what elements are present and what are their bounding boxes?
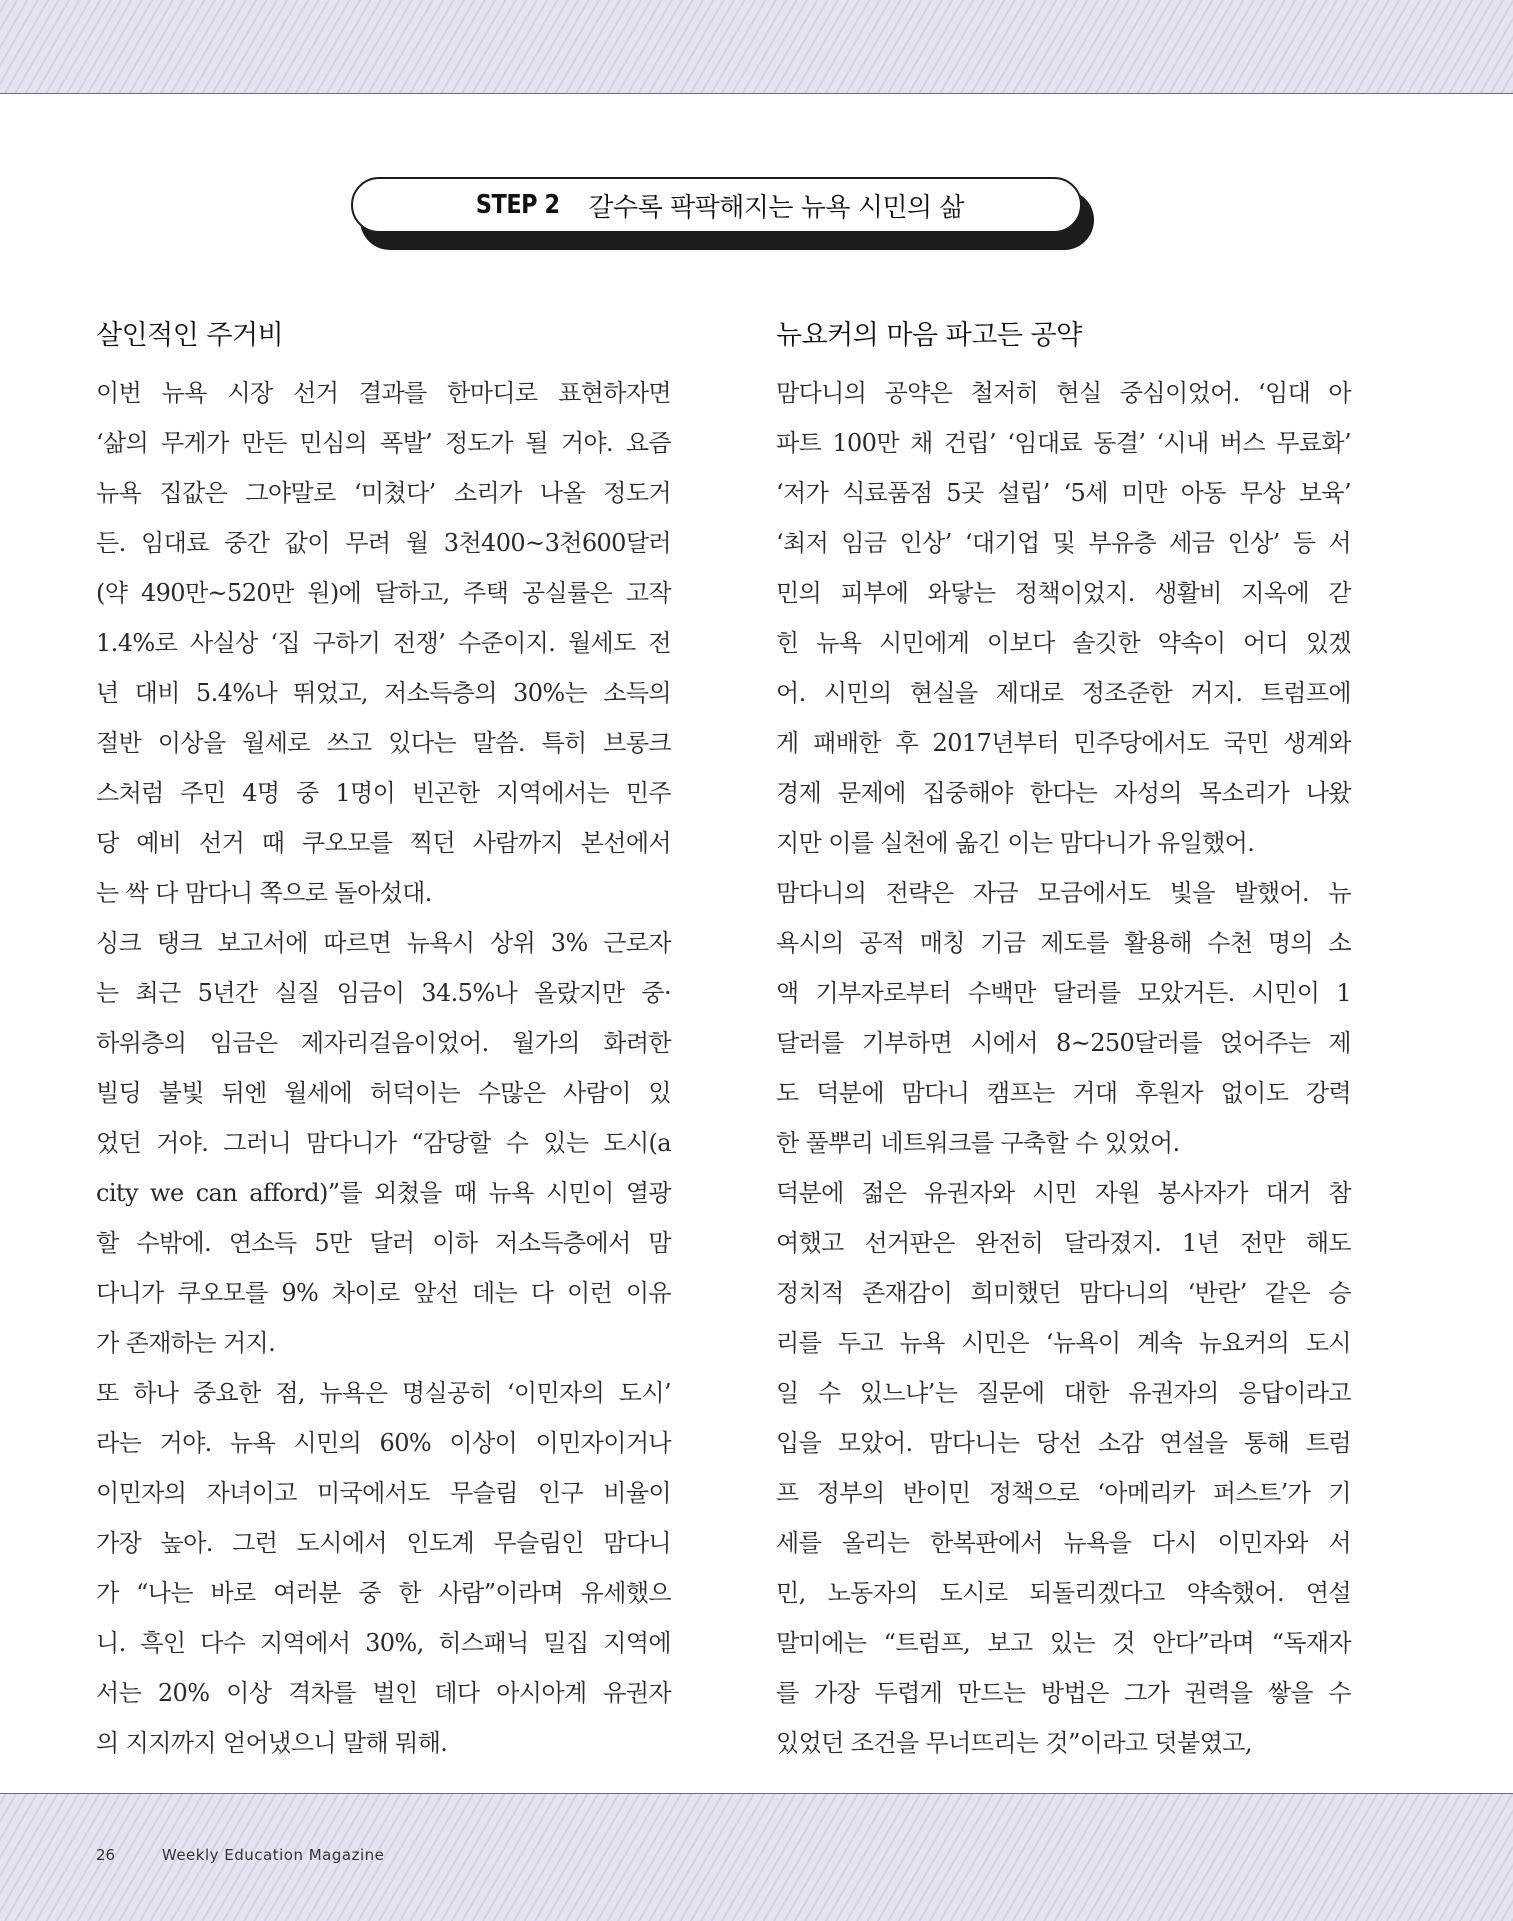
- body-line: 여했고 선거판은 완전히 달라졌지. 1년 전만 해도: [776, 1229, 1351, 1257]
- body-line: 일 수 있느냐’는 질문에 대한 유권자의 응답이라고: [776, 1379, 1351, 1407]
- body-line: 는 최근 5년간 실질 임금이 34.5%나 올랐지만 중·: [96, 979, 671, 1007]
- body-line: 어. 시민의 현실을 제대로 정조준한 거지. 트럼프에: [776, 679, 1351, 707]
- body-line: 가 “나는 바로 여러분 중 한 사람”이라며 유세했으: [96, 1579, 671, 1607]
- body-line: 당 예비 선거 때 쿠오모를 찍던 사람까지 본선에서: [96, 829, 671, 857]
- body-line: 를 가장 두렵게 만드는 방법은 그가 권력을 쌓을 수: [776, 1679, 1351, 1707]
- body-line: 스처럼 주민 4명 중 1명이 빈곤한 지역에서는 민주: [96, 779, 671, 807]
- step-banner: [351, 177, 1082, 233]
- header-stripe-band: [0, 0, 1513, 94]
- body-line: 빌딩 불빛 뒤엔 월세에 허덕이는 수많은 사람이 있: [96, 1079, 671, 1107]
- body-line: 서는 20% 이상 격차를 벌인 데다 아시아계 유권자: [96, 1679, 671, 1707]
- body-line: 가장 높아. 그런 도시에서 인도계 무슬림인 맘다니: [96, 1529, 671, 1557]
- body-line: 니. 흑인 다수 지역에서 30%, 히스패닉 밀집 지역에: [96, 1629, 671, 1657]
- body-line: 말미에는 “트럼프, 보고 있는 것 안다”라며 “독재자: [776, 1629, 1351, 1657]
- right-section-title: 뉴요커의 마음 파고든 공약: [776, 320, 1082, 351]
- body-line: 민의 피부에 와닿는 정책이었지. 생활비 지옥에 갇: [776, 579, 1351, 607]
- page-footer: [96, 1846, 384, 1864]
- body-line: ‘저가 식료품점 5곳 설립’ ‘5세 미만 아동 무상 보육’: [776, 479, 1351, 507]
- body-line: 있었던 조건을 무너뜨리는 것”이라고 덧붙였고,: [776, 1729, 1252, 1757]
- body-line: 든. 임대료 중간 값이 무려 월 3천400~3천600달러: [96, 529, 671, 557]
- body-line: city we can afford)”를 외쳤을 때 뉴욕 시민이 열광: [96, 1179, 671, 1207]
- step-title: 갈수록 팍팍해지는 뉴욕 시민의 삶: [588, 192, 965, 223]
- body-line: 욕시의 공적 매칭 기금 제도를 활용해 수천 명의 소: [776, 929, 1351, 957]
- left-section-title: 살인적인 주거비: [96, 320, 284, 351]
- magazine-name: Weekly Education Magazine: [161, 1846, 385, 1864]
- right-column: [776, 318, 1351, 1768]
- body-line: 입을 모았어. 맘다니는 당선 소감 연설을 통해 트럼: [776, 1429, 1351, 1457]
- body-line: 맘다니의 공약은 철저히 현실 중심이었어. ‘임대 아: [776, 379, 1351, 407]
- body-line: 는 싹 다 맘다니 쪽으로 돌아섰대.: [96, 879, 432, 907]
- body-line: 도 덕분에 맘다니 캠프는 거대 후원자 없이도 강력: [776, 1079, 1351, 1107]
- body-line: 뉴욕 집값은 그야말로 ‘미쳤다’ 소리가 나올 정도거: [96, 479, 671, 507]
- body-line: 세를 올리는 한복판에서 뉴욕을 다시 이민자와 서: [776, 1529, 1351, 1557]
- body-line: 다니가 쿠오모를 9% 차이로 앞선 데는 다 이런 이유: [96, 1279, 671, 1307]
- body-line: 이번 뉴욕 시장 선거 결과를 한마디로 표현하자면: [96, 379, 671, 407]
- body-line: 또 하나 중요한 점, 뉴욕은 명실공히 ‘이민자의 도시’: [96, 1379, 671, 1407]
- body-line: (약 490만~520만 원)에 달하고, 주택 공실률은 고작: [96, 579, 671, 607]
- body-line: 덕분에 젊은 유권자와 시민 자원 봉사자가 대거 참: [776, 1179, 1351, 1207]
- left-body: [96, 368, 671, 1768]
- body-line: 파트 100만 채 건립’ ‘임대료 동결’ ‘시내 버스 무료화’: [776, 429, 1351, 457]
- body-line: 하위층의 임금은 제자리걸음이었어. 월가의 화려한: [96, 1029, 671, 1057]
- body-line: 지만 이를 실천에 옮긴 이는 맘다니가 유일했어.: [776, 829, 1255, 857]
- body-line: 리를 두고 뉴욕 시민은 ‘뉴욕이 계속 뉴요커의 도시: [776, 1329, 1351, 1357]
- body-line: 이민자의 자녀이고 미국에서도 무슬림 인구 비율이: [96, 1479, 671, 1507]
- page-number: 26: [96, 1846, 116, 1864]
- left-column: [96, 318, 671, 1768]
- body-line: 년 대비 5.4%나 뛰었고, 저소득층의 30%는 소득의: [96, 679, 671, 707]
- step-label: STEP 2: [475, 190, 560, 220]
- body-line: 할 수밖에. 연소득 5만 달러 이하 저소득층에서 맘: [96, 1229, 671, 1257]
- body-line: 맘다니의 전략은 자금 모금에서도 빛을 발했어. 뉴: [776, 879, 1351, 907]
- right-body: [776, 368, 1351, 1768]
- body-line: 달러를 기부하면 시에서 8~250달러를 얹어주는 제: [776, 1029, 1351, 1057]
- body-line: 었던 거야. 그러니 맘다니가 “감당할 수 있는 도시(a: [96, 1129, 671, 1157]
- body-line: 의 지지까지 얻어냈으니 말해 뭐해.: [96, 1729, 448, 1757]
- body-line: 경제 문제에 집중해야 한다는 자성의 목소리가 나왔: [776, 779, 1351, 807]
- body-line: 액 기부자로부터 수백만 달러를 모았거든. 시민이 1: [776, 979, 1351, 1007]
- body-line: 힌 뉴욕 시민에게 이보다 솔깃한 약속이 어디 있겠: [776, 629, 1351, 657]
- body-line: 라는 거야. 뉴욕 시민의 60% 이상이 이민자이거나: [96, 1429, 671, 1457]
- body-line: ‘최저 임금 인상’ ‘대기업 및 부유층 세금 인상’ 등 서: [776, 529, 1351, 557]
- body-line: 정치적 존재감이 희미했던 맘다니의 ‘반란’ 같은 승: [776, 1279, 1351, 1307]
- body-line: 가 존재하는 거지.: [96, 1329, 276, 1357]
- body-line: 1.4%로 사실상 ‘집 구하기 전쟁’ 수준이지. 월세도 전: [96, 629, 671, 657]
- body-line: 민, 노동자의 도시로 되돌리겠다고 약속했어. 연설: [776, 1579, 1351, 1607]
- body-line: 게 패배한 후 2017년부터 민주당에서도 국민 생계와: [776, 729, 1351, 757]
- body-line: 프 정부의 반이민 정책으로 ‘아메리카 퍼스트’가 기: [776, 1479, 1351, 1507]
- body-line: 절반 이상을 월세로 쓰고 있다는 말씀. 특히 브롱크: [96, 729, 671, 757]
- body-line: ‘삶의 무게가 만든 민심의 폭발’ 정도가 될 거야. 요즘: [96, 429, 671, 457]
- body-line: 한 풀뿌리 네트워크를 구축할 수 있었어.: [776, 1129, 1180, 1157]
- body-line: 싱크 탱크 보고서에 따르면 뉴욕시 상위 3% 근로자: [96, 929, 671, 957]
